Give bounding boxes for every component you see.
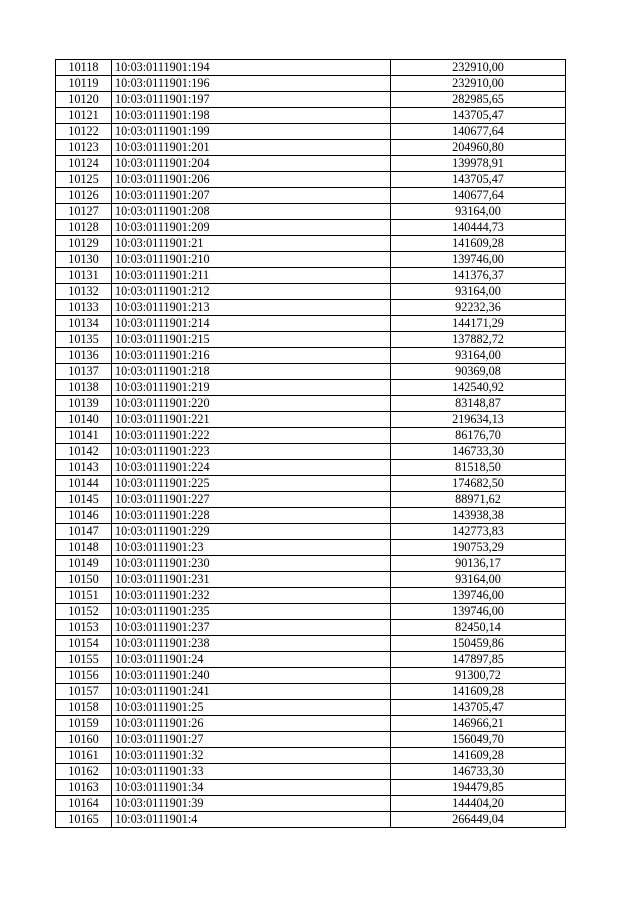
table-row xyxy=(56,252,566,268)
table-row xyxy=(56,796,566,812)
cadastral-value-cell: 137882,72 xyxy=(391,332,566,348)
cadastral-value-cell: 139746,00 xyxy=(391,588,566,604)
row-number-cell: 10145 xyxy=(56,492,112,508)
cadastral-number-cell: 10:03:0111901:216 xyxy=(112,348,391,364)
table-row xyxy=(56,124,566,140)
cadastral-number-cell: 10:03:0111901:231 xyxy=(112,572,391,588)
cadastral-value-cell: 88971,62 xyxy=(391,492,566,508)
cadastral-number-cell: 10:03:0111901:235 xyxy=(112,604,391,620)
row-number-cell: 10123 xyxy=(56,140,112,156)
cadastral-number-cell: 10:03:0111901:232 xyxy=(112,588,391,604)
table-row xyxy=(56,700,566,716)
row-number-cell: 10136 xyxy=(56,348,112,364)
table-row xyxy=(56,236,566,252)
cadastral-number-cell: 10:03:0111901:223 xyxy=(112,444,391,460)
cadastral-value-cell: 141376,37 xyxy=(391,268,566,284)
table-row xyxy=(56,92,566,108)
cadastral-number-cell: 10:03:0111901:201 xyxy=(112,140,391,156)
cadastral-number-cell: 10:03:0111901:27 xyxy=(112,732,391,748)
cadastral-number-cell: 10:03:0111901:220 xyxy=(112,396,391,412)
cadastral-number-cell: 10:03:0111901:219 xyxy=(112,380,391,396)
table-row xyxy=(56,460,566,476)
table-row xyxy=(56,620,566,636)
cadastral-number-cell: 10:03:0111901:227 xyxy=(112,492,391,508)
table-row xyxy=(56,396,566,412)
cadastral-value-cell: 143705,47 xyxy=(391,108,566,124)
table-row xyxy=(56,284,566,300)
cadastral-value-cell: 282985,65 xyxy=(391,92,566,108)
row-number-cell: 10147 xyxy=(56,524,112,540)
cadastral-value-cell: 91300,72 xyxy=(391,668,566,684)
cadastral-number-cell: 10:03:0111901:207 xyxy=(112,188,391,204)
cadastral-value-cell: 194479,85 xyxy=(391,780,566,796)
table-row xyxy=(56,748,566,764)
cadastral-number-cell: 10:03:0111901:209 xyxy=(112,220,391,236)
row-number-cell: 10149 xyxy=(56,556,112,572)
row-number-cell: 10160 xyxy=(56,732,112,748)
cadastral-value-cell: 142540,92 xyxy=(391,380,566,396)
table-row xyxy=(56,572,566,588)
cadastral-number-cell: 10:03:0111901:228 xyxy=(112,508,391,524)
cadastral-value-cell: 81518,50 xyxy=(391,460,566,476)
row-number-cell: 10138 xyxy=(56,380,112,396)
row-number-cell: 10159 xyxy=(56,716,112,732)
row-number-cell: 10146 xyxy=(56,508,112,524)
row-number-cell: 10150 xyxy=(56,572,112,588)
row-number-cell: 10129 xyxy=(56,236,112,252)
cadastral-value-cell: 150459,86 xyxy=(391,636,566,652)
cadastral-number-cell: 10:03:0111901:199 xyxy=(112,124,391,140)
cadastral-number-cell: 10:03:0111901:25 xyxy=(112,700,391,716)
table-row xyxy=(56,732,566,748)
table-row xyxy=(56,380,566,396)
row-number-cell: 10127 xyxy=(56,204,112,220)
cadastral-value-cell: 141609,28 xyxy=(391,748,566,764)
row-number-cell: 10141 xyxy=(56,428,112,444)
table-row xyxy=(56,316,566,332)
cadastral-number-cell: 10:03:0111901:33 xyxy=(112,764,391,780)
cadastral-number-cell: 10:03:0111901:204 xyxy=(112,156,391,172)
cadastral-number-cell: 10:03:0111901:24 xyxy=(112,652,391,668)
cadastral-value-cell: 93164,00 xyxy=(391,572,566,588)
cadastral-value-cell: 139978,91 xyxy=(391,156,566,172)
cadastral-value-cell: 90369,08 xyxy=(391,364,566,380)
row-number-cell: 10130 xyxy=(56,252,112,268)
row-number-cell: 10119 xyxy=(56,76,112,92)
cadastral-number-cell: 10:03:0111901:4 xyxy=(112,812,391,828)
cadastral-number-cell: 10:03:0111901:238 xyxy=(112,636,391,652)
table-row xyxy=(56,476,566,492)
row-number-cell: 10164 xyxy=(56,796,112,812)
cadastral-number-cell: 10:03:0111901:32 xyxy=(112,748,391,764)
table-row xyxy=(56,268,566,284)
cadastral-value-cell: 156049,70 xyxy=(391,732,566,748)
cadastral-value-cell: 174682,50 xyxy=(391,476,566,492)
cadastral-number-cell: 10:03:0111901:215 xyxy=(112,332,391,348)
row-number-cell: 10118 xyxy=(56,60,112,76)
cadastral-value-cell: 139746,00 xyxy=(391,252,566,268)
row-number-cell: 10139 xyxy=(56,396,112,412)
row-number-cell: 10152 xyxy=(56,604,112,620)
row-number-cell: 10120 xyxy=(56,92,112,108)
table-row xyxy=(56,588,566,604)
table-row xyxy=(56,348,566,364)
cadastral-value-cell: 86176,70 xyxy=(391,428,566,444)
table-row xyxy=(56,508,566,524)
row-number-cell: 10143 xyxy=(56,460,112,476)
row-number-cell: 10131 xyxy=(56,268,112,284)
row-number-cell: 10128 xyxy=(56,220,112,236)
cadastral-number-cell: 10:03:0111901:212 xyxy=(112,284,391,300)
table-row xyxy=(56,556,566,572)
table-row xyxy=(56,156,566,172)
cadastral-number-cell: 10:03:0111901:229 xyxy=(112,524,391,540)
cadastral-number-cell: 10:03:0111901:208 xyxy=(112,204,391,220)
cadastral-number-cell: 10:03:0111901:218 xyxy=(112,364,391,380)
row-number-cell: 10157 xyxy=(56,684,112,700)
row-number-cell: 10140 xyxy=(56,412,112,428)
row-number-cell: 10133 xyxy=(56,300,112,316)
cadastral-value-cell: 93164,00 xyxy=(391,284,566,300)
table-row xyxy=(56,652,566,668)
table-row xyxy=(56,188,566,204)
cadastral-value-table xyxy=(55,59,566,828)
cadastral-value-cell: 266449,04 xyxy=(391,812,566,828)
cadastral-number-cell: 10:03:0111901:240 xyxy=(112,668,391,684)
cadastral-number-cell: 10:03:0111901:39 xyxy=(112,796,391,812)
cadastral-value-cell: 204960,80 xyxy=(391,140,566,156)
cadastral-number-cell: 10:03:0111901:222 xyxy=(112,428,391,444)
row-number-cell: 10155 xyxy=(56,652,112,668)
row-number-cell: 10163 xyxy=(56,780,112,796)
row-number-cell: 10132 xyxy=(56,284,112,300)
cadastral-number-cell: 10:03:0111901:213 xyxy=(112,300,391,316)
table-row xyxy=(56,220,566,236)
row-number-cell: 10144 xyxy=(56,476,112,492)
cadastral-value-cell: 92232,36 xyxy=(391,300,566,316)
cadastral-number-cell: 10:03:0111901:34 xyxy=(112,780,391,796)
cadastral-value-cell: 141609,28 xyxy=(391,236,566,252)
row-number-cell: 10153 xyxy=(56,620,112,636)
row-number-cell: 10137 xyxy=(56,364,112,380)
table-row xyxy=(56,684,566,700)
table-row xyxy=(56,540,566,556)
cadastral-number-cell: 10:03:0111901:221 xyxy=(112,412,391,428)
cadastral-value-cell: 232910,00 xyxy=(391,76,566,92)
table-row xyxy=(56,636,566,652)
cadastral-value-cell: 82450,14 xyxy=(391,620,566,636)
table-row xyxy=(56,668,566,684)
cadastral-value-cell: 144404,20 xyxy=(391,796,566,812)
cadastral-value-cell: 143938,38 xyxy=(391,508,566,524)
table-row xyxy=(56,604,566,620)
cadastral-value-cell: 140444,73 xyxy=(391,220,566,236)
row-number-cell: 10148 xyxy=(56,540,112,556)
cadastral-value-cell: 93164,00 xyxy=(391,348,566,364)
row-number-cell: 10161 xyxy=(56,748,112,764)
cadastral-value-cell: 146966,21 xyxy=(391,716,566,732)
row-number-cell: 10158 xyxy=(56,700,112,716)
table-row xyxy=(56,764,566,780)
row-number-cell: 10122 xyxy=(56,124,112,140)
cadastral-number-cell: 10:03:0111901:225 xyxy=(112,476,391,492)
table-row xyxy=(56,60,566,76)
table-row xyxy=(56,140,566,156)
table-row xyxy=(56,172,566,188)
cadastral-number-cell: 10:03:0111901:197 xyxy=(112,92,391,108)
row-number-cell: 10125 xyxy=(56,172,112,188)
cadastral-number-cell: 10:03:0111901:198 xyxy=(112,108,391,124)
table-row xyxy=(56,300,566,316)
cadastral-value-cell: 140677,64 xyxy=(391,188,566,204)
table-row xyxy=(56,812,566,828)
table-row xyxy=(56,428,566,444)
table-row xyxy=(56,412,566,428)
cadastral-value-cell: 139746,00 xyxy=(391,604,566,620)
row-number-cell: 10124 xyxy=(56,156,112,172)
row-number-cell: 10162 xyxy=(56,764,112,780)
cadastral-number-cell: 10:03:0111901:214 xyxy=(112,316,391,332)
cadastral-number-cell: 10:03:0111901:196 xyxy=(112,76,391,92)
cadastral-value-cell: 141609,28 xyxy=(391,684,566,700)
cadastral-value-cell: 143705,47 xyxy=(391,700,566,716)
cadastral-value-cell: 140677,64 xyxy=(391,124,566,140)
row-number-cell: 10154 xyxy=(56,636,112,652)
row-number-cell: 10142 xyxy=(56,444,112,460)
row-number-cell: 10156 xyxy=(56,668,112,684)
table-row xyxy=(56,780,566,796)
table-row xyxy=(56,524,566,540)
table-row xyxy=(56,76,566,92)
table-row xyxy=(56,364,566,380)
cadastral-value-cell: 143705,47 xyxy=(391,172,566,188)
cadastral-value-cell: 190753,29 xyxy=(391,540,566,556)
row-number-cell: 10151 xyxy=(56,588,112,604)
row-number-cell: 10126 xyxy=(56,188,112,204)
cadastral-value-cell: 146733,30 xyxy=(391,444,566,460)
table-row xyxy=(56,444,566,460)
cadastral-number-cell: 10:03:0111901:237 xyxy=(112,620,391,636)
cadastral-number-cell: 10:03:0111901:210 xyxy=(112,252,391,268)
cadastral-value-cell: 232910,00 xyxy=(391,60,566,76)
cadastral-value-cell: 147897,85 xyxy=(391,652,566,668)
cadastral-value-cell: 142773,83 xyxy=(391,524,566,540)
row-number-cell: 10134 xyxy=(56,316,112,332)
table-row xyxy=(56,492,566,508)
table-body xyxy=(56,60,566,828)
row-number-cell: 10121 xyxy=(56,108,112,124)
row-number-cell: 10165 xyxy=(56,812,112,828)
cadastral-value-cell: 146733,30 xyxy=(391,764,566,780)
cadastral-number-cell: 10:03:0111901:241 xyxy=(112,684,391,700)
row-number-cell: 10135 xyxy=(56,332,112,348)
table-row xyxy=(56,716,566,732)
cadastral-value-cell: 83148,87 xyxy=(391,396,566,412)
cadastral-value-cell: 144171,29 xyxy=(391,316,566,332)
cadastral-number-cell: 10:03:0111901:206 xyxy=(112,172,391,188)
cadastral-value-cell: 93164,00 xyxy=(391,204,566,220)
cadastral-value-cell: 90136,17 xyxy=(391,556,566,572)
cadastral-value-cell: 219634,13 xyxy=(391,412,566,428)
cadastral-number-cell: 10:03:0111901:230 xyxy=(112,556,391,572)
cadastral-number-cell: 10:03:0111901:21 xyxy=(112,236,391,252)
table-row xyxy=(56,204,566,220)
cadastral-number-cell: 10:03:0111901:224 xyxy=(112,460,391,476)
table-row xyxy=(56,108,566,124)
cadastral-number-cell: 10:03:0111901:194 xyxy=(112,60,391,76)
cadastral-number-cell: 10:03:0111901:23 xyxy=(112,540,391,556)
cadastral-number-cell: 10:03:0111901:211 xyxy=(112,268,391,284)
table-row xyxy=(56,332,566,348)
cadastral-number-cell: 10:03:0111901:26 xyxy=(112,716,391,732)
